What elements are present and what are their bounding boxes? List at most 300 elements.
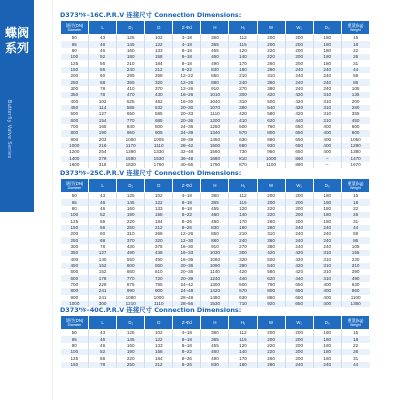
table-cell: 240 bbox=[285, 86, 313, 92]
table-cell: 16–30 bbox=[173, 244, 201, 250]
column-header-label: H bbox=[213, 320, 217, 325]
table-cell: 500 bbox=[257, 256, 285, 262]
table-cell: 800 bbox=[61, 288, 89, 294]
table-cell: 155 bbox=[341, 250, 369, 256]
table-cell: 400 bbox=[313, 137, 341, 143]
column-header-z bbox=[173, 179, 201, 193]
column-header-label: W bbox=[269, 25, 274, 30]
table-cell: 620 bbox=[257, 117, 285, 123]
table-cell: 460 bbox=[201, 54, 229, 60]
table-cell: 875 bbox=[117, 282, 145, 288]
table-cell: 280 bbox=[257, 67, 285, 73]
table-cell: 52 bbox=[89, 212, 117, 218]
column-header-label: H bbox=[213, 25, 217, 30]
table-cell: 12–26 bbox=[173, 86, 201, 92]
table-cell: 112 bbox=[229, 330, 257, 337]
table-cell: 1040 bbox=[201, 98, 229, 104]
table-cell: 28–56 bbox=[173, 301, 201, 307]
table-cell: 50 bbox=[71, 35, 77, 41]
table-cell: 240 bbox=[313, 67, 341, 73]
table-cell: 15 bbox=[341, 35, 369, 42]
table-cell: 420 bbox=[285, 98, 313, 104]
table-cell: 850 bbox=[201, 73, 229, 79]
table-cell: 550 bbox=[145, 263, 173, 269]
table-cell: 115 bbox=[229, 41, 257, 47]
table-cell: 180 bbox=[313, 35, 341, 42]
column-header-dn bbox=[61, 316, 89, 330]
table-cell: 122 bbox=[145, 41, 173, 47]
table-cell: 585 bbox=[117, 105, 145, 111]
column-header-h bbox=[201, 316, 229, 330]
table-cell: 830 bbox=[201, 362, 229, 368]
table-cell: 500 bbox=[70, 111, 79, 117]
table-cell: 1560 bbox=[201, 149, 229, 155]
column-header-weight bbox=[341, 21, 369, 35]
column-header-label: D₁ bbox=[128, 25, 133, 30]
table-cell: 350 bbox=[61, 250, 89, 256]
table-cell: 200 bbox=[285, 218, 313, 224]
table-cell: 200 bbox=[285, 60, 313, 66]
column-header-sublabel: Diameter bbox=[67, 27, 82, 32]
table-cell: 240 bbox=[313, 244, 341, 250]
table-cell: 56 bbox=[89, 218, 117, 224]
table-cell: 279 bbox=[89, 156, 117, 162]
section-16c bbox=[60, 10, 370, 168]
table-cell: 380 bbox=[257, 86, 285, 92]
column-header-z bbox=[173, 316, 201, 330]
table-cell: 350 bbox=[61, 92, 89, 98]
table-cell: 310 bbox=[313, 263, 341, 269]
table-cell: 400 bbox=[313, 282, 341, 288]
table-cell: 455 bbox=[201, 48, 229, 54]
table-cell: 8–18 bbox=[173, 199, 201, 205]
table-cell: 26 bbox=[341, 54, 369, 60]
table-cell: 24–42 bbox=[173, 282, 201, 288]
table-cell: 190 bbox=[117, 349, 145, 355]
table-cell: 203 bbox=[89, 137, 117, 143]
table-cell: 122 bbox=[145, 199, 173, 205]
column-header-w bbox=[257, 316, 285, 330]
table-cell: 660 bbox=[117, 269, 145, 275]
table-cell: 8–22 bbox=[173, 67, 201, 73]
table-cell: 268 bbox=[145, 231, 173, 237]
column-header-d0 bbox=[313, 21, 341, 35]
table-cell: 240 bbox=[313, 362, 341, 368]
column-header-label: L bbox=[101, 25, 104, 30]
table-cell: 240 bbox=[285, 362, 313, 368]
table-cell: 240 bbox=[285, 231, 313, 237]
column-header-sublabel: Weight bbox=[350, 27, 361, 32]
dimensions-table bbox=[60, 315, 370, 368]
table-cell: 1050 bbox=[341, 137, 369, 143]
series-label-en: Butterfly Valve Series bbox=[6, 100, 12, 159]
table-cell: 200 bbox=[257, 193, 285, 200]
table-cell: 180 bbox=[313, 206, 341, 212]
column-header-w bbox=[257, 21, 285, 35]
table-cell: 46 bbox=[89, 206, 117, 212]
table-cell: 8–18 bbox=[173, 60, 201, 66]
table-cell: 1290 bbox=[341, 143, 369, 149]
table-cell: 43 bbox=[89, 193, 117, 200]
table-cell: 1200 bbox=[69, 149, 80, 155]
table-cell: 460 bbox=[201, 349, 229, 355]
table-cell: 490 bbox=[341, 275, 369, 281]
table-cell: 52 bbox=[89, 54, 117, 60]
table-cell: 800 bbox=[257, 130, 285, 136]
table-cell: 200 bbox=[341, 98, 369, 104]
table-body bbox=[61, 193, 370, 308]
table-cell: 920 bbox=[257, 301, 285, 307]
table-cell: 420 bbox=[285, 250, 313, 256]
table-cell: 770 bbox=[117, 117, 145, 123]
table-cell: 760 bbox=[257, 124, 285, 130]
table-cell: 910 bbox=[201, 86, 229, 92]
table-cell: 115 bbox=[229, 199, 257, 205]
column-header-h1 bbox=[229, 179, 257, 193]
table-cell: 200 bbox=[285, 330, 313, 337]
table-cell: 112 bbox=[229, 35, 257, 42]
table-cell: 630 bbox=[229, 137, 257, 143]
table-cell: 133 bbox=[145, 343, 173, 349]
table-cell: 125 bbox=[70, 355, 79, 361]
table-cell: 310 bbox=[313, 275, 341, 281]
table-cell: 200 bbox=[285, 35, 313, 42]
table-cell: 400 bbox=[313, 143, 341, 149]
table-cell: 630 bbox=[229, 295, 257, 301]
column-header-label: W₁ bbox=[296, 320, 302, 325]
table-cell: 300 bbox=[89, 301, 117, 307]
table-cell: 16–33 bbox=[173, 250, 201, 256]
section-title: D373ᴴ⁄ꜰ–25C.P.R.V 连接尺寸 Connection Dimensions: bbox=[60, 169, 242, 177]
column-header-label: 通径(DN) bbox=[65, 22, 84, 28]
table-row bbox=[61, 193, 370, 200]
column-header-label: D₀ bbox=[324, 183, 330, 188]
table-cell: 210 bbox=[229, 231, 257, 237]
table-cell: 180 bbox=[313, 330, 341, 337]
table-cell: 80 bbox=[71, 205, 77, 211]
column-header-label: H₁ bbox=[240, 320, 246, 325]
table-cell: 1100 bbox=[257, 162, 285, 168]
table-cell: 650 bbox=[117, 111, 145, 117]
table-cell: 1090 bbox=[117, 295, 145, 301]
table-cell: 180 bbox=[313, 336, 341, 342]
table-cell: 600 bbox=[341, 124, 369, 130]
table-cell: 310 bbox=[257, 231, 285, 237]
table-cell: 420 bbox=[285, 92, 313, 98]
table-cell: 450 bbox=[61, 263, 89, 269]
table-cell: 300 bbox=[70, 243, 79, 249]
table-cell: 105 bbox=[341, 244, 369, 250]
column-header-w1 bbox=[285, 316, 313, 330]
column-header-label: Z-Φd bbox=[181, 183, 192, 188]
table-cell: 650 bbox=[285, 124, 313, 130]
table-cell: 240 bbox=[313, 73, 341, 79]
table-cell: 150 bbox=[61, 67, 89, 73]
table-cell: 355 bbox=[341, 111, 369, 117]
table-cell: 28–39 bbox=[173, 137, 201, 143]
table-cell: 320 bbox=[145, 237, 173, 243]
table-cell: 200 bbox=[285, 41, 313, 47]
table-cell: 125 bbox=[70, 218, 79, 224]
table-cell: 1530 bbox=[145, 156, 173, 162]
table-cell: 268 bbox=[145, 73, 173, 79]
column-header-label: W bbox=[269, 183, 274, 188]
table-cell: 1170 bbox=[117, 143, 145, 149]
table-cell: 500 bbox=[229, 282, 257, 288]
table-cell: 190 bbox=[117, 212, 145, 218]
table-cell: 550 bbox=[117, 256, 145, 262]
column-header-z bbox=[173, 21, 201, 35]
table-cell: 1820 bbox=[117, 162, 145, 168]
table-cell: 8–18 bbox=[173, 336, 201, 342]
table-cell: 1790 bbox=[201, 162, 229, 168]
table-cell: 28–48 bbox=[173, 295, 201, 301]
table-cell: 8–26 bbox=[173, 355, 201, 361]
table-cell: 200 bbox=[285, 212, 313, 218]
table-cell: 800 bbox=[341, 130, 369, 136]
table-cell: 390 bbox=[341, 269, 369, 275]
table-cell: 8–18 bbox=[173, 48, 201, 54]
table-cell: 46 bbox=[89, 48, 117, 54]
table-cell: 8–18 bbox=[173, 343, 201, 349]
table-cell: 180 bbox=[117, 54, 145, 60]
table-cell: 610 bbox=[145, 269, 173, 275]
dimensions-table bbox=[60, 20, 370, 168]
table-cell: 240 bbox=[117, 67, 145, 73]
table-cell: 200 bbox=[285, 349, 313, 355]
table-cell: – bbox=[313, 156, 341, 162]
table-cell: 1250 bbox=[201, 124, 229, 130]
table-cell: 180 bbox=[313, 54, 341, 60]
table-cell: 80 bbox=[71, 47, 77, 53]
table-cell: 600 bbox=[117, 263, 145, 269]
page-divider bbox=[52, 0, 53, 400]
table-cell: 880 bbox=[201, 79, 229, 85]
table-cell: 180 bbox=[313, 343, 341, 349]
table-cell: 800 bbox=[61, 130, 89, 136]
table-cell: 650 bbox=[285, 130, 313, 136]
table-body bbox=[61, 330, 370, 369]
table-cell: 184 bbox=[145, 218, 173, 224]
table-cell: 650 bbox=[285, 143, 313, 149]
table-cell: 525 bbox=[117, 98, 145, 104]
column-header-label: D bbox=[157, 25, 161, 30]
table-cell: 1030 bbox=[201, 250, 229, 256]
column-header-h1 bbox=[229, 21, 257, 35]
table-cell: 1110 bbox=[145, 143, 173, 149]
table-cell: 950 bbox=[117, 130, 145, 136]
table-cell: 1100 bbox=[341, 295, 369, 301]
table-cell: 100 bbox=[61, 54, 89, 60]
column-header-w1 bbox=[285, 179, 313, 193]
table-cell: 125 bbox=[117, 193, 145, 200]
table-cell: 46 bbox=[89, 199, 117, 205]
table-cell: 16–30 bbox=[173, 98, 201, 104]
table-cell: 1000 bbox=[257, 156, 285, 162]
table-cell: 86 bbox=[341, 79, 369, 85]
table-row bbox=[61, 35, 370, 42]
table-cell: 24–36 bbox=[173, 124, 201, 130]
table-cell: 1360 bbox=[341, 301, 369, 307]
column-header-label: H₁ bbox=[240, 183, 246, 188]
column-header-label: L bbox=[101, 183, 104, 188]
table-cell: 31 bbox=[341, 218, 369, 224]
column-header-label: 通径(DN) bbox=[65, 180, 84, 186]
table-cell: 32–48 bbox=[173, 149, 201, 155]
table-cell: 1110 bbox=[201, 111, 229, 117]
table-cell: 400 bbox=[313, 130, 341, 136]
table-cell: 200 bbox=[257, 330, 285, 337]
table-cell: 720 bbox=[145, 275, 173, 281]
table-cell: 78 bbox=[89, 362, 117, 368]
table-cell: 46 bbox=[89, 336, 117, 342]
table-cell: 170 bbox=[229, 60, 257, 66]
table-cell: 254 bbox=[89, 149, 117, 155]
table-cell: 43 bbox=[89, 35, 117, 42]
table-cell: 241 bbox=[89, 295, 117, 301]
table-cell: 650 bbox=[285, 282, 313, 288]
table-cell: 40–56 bbox=[173, 162, 201, 168]
column-header-label: W₁ bbox=[296, 183, 302, 188]
table-cell: 630 bbox=[341, 282, 369, 288]
table-cell: 420 bbox=[285, 269, 313, 275]
table-cell: 20–36 bbox=[173, 269, 201, 275]
table-cell: 4–18 bbox=[173, 35, 201, 42]
table-cell: 420 bbox=[285, 263, 313, 269]
table-cell: 18 bbox=[341, 41, 369, 47]
table-cell: 365 bbox=[201, 199, 229, 205]
table-cell: 18 bbox=[341, 199, 369, 205]
table-cell: 1200 bbox=[201, 117, 229, 123]
column-header-h bbox=[201, 179, 229, 193]
table-cell: 102 bbox=[89, 98, 117, 104]
table-cell: 310 bbox=[313, 269, 341, 275]
table-cell: 190 bbox=[89, 130, 117, 136]
table-cell: 490 bbox=[201, 355, 229, 361]
table-cell: 200 bbox=[70, 231, 79, 237]
table-cell: 250 bbox=[61, 237, 89, 243]
table-cell: 180 bbox=[313, 218, 341, 224]
table-cell: 180 bbox=[229, 225, 257, 231]
table-cell: 100 bbox=[61, 349, 89, 355]
table-cell: 26 bbox=[341, 212, 369, 218]
table-cell: 260 bbox=[257, 60, 285, 66]
table-cell: 200 bbox=[285, 193, 313, 200]
table-cell: 4–18 bbox=[173, 330, 201, 337]
table-cell: 295 bbox=[117, 73, 145, 79]
table-cell: 44 bbox=[341, 362, 369, 368]
table-cell: 12–22 bbox=[173, 73, 201, 79]
table-cell: 12–30 bbox=[173, 237, 201, 243]
table-cell: 240 bbox=[313, 86, 341, 92]
table-cell: 260 bbox=[257, 218, 285, 224]
table-cell: 320 bbox=[229, 256, 257, 262]
table-cell: 16–26 bbox=[173, 92, 201, 98]
table-cell: 1070 bbox=[201, 105, 229, 111]
column-header-label: H₁ bbox=[240, 25, 246, 30]
table-cell: 24–48 bbox=[173, 288, 201, 294]
table-cell: 78 bbox=[89, 86, 117, 92]
table-cell: 8–26 bbox=[173, 225, 201, 231]
table-cell: 410 bbox=[229, 117, 257, 123]
table-cell: 1760 bbox=[145, 162, 173, 168]
table-body bbox=[61, 35, 370, 169]
table-cell: 68 bbox=[89, 79, 117, 85]
section-title: D373ᴴ⁄ꜰ–40C.P.R.V 连接尺寸 Connection Dimensions: bbox=[60, 306, 242, 314]
table-cell: 165 bbox=[89, 124, 117, 130]
table-cell: 460 bbox=[201, 212, 229, 218]
table-cell: 145 bbox=[117, 199, 145, 205]
table-cell: 200 bbox=[285, 48, 313, 54]
table-cell: 250 bbox=[61, 79, 89, 85]
table-cell: 760 bbox=[257, 282, 285, 288]
column-header-label: 重量(kg) bbox=[347, 317, 364, 323]
column-header-label: D₀ bbox=[324, 25, 330, 30]
table-cell: 212 bbox=[145, 225, 173, 231]
table-cell: 240 bbox=[285, 225, 313, 231]
table-cell: 16–36 bbox=[173, 256, 201, 262]
table-cell: 133 bbox=[145, 206, 173, 212]
table-cell: 1140 bbox=[201, 269, 229, 275]
table-cell: 180 bbox=[229, 362, 257, 368]
table-cell: 127 bbox=[89, 111, 117, 117]
table-cell: 700 bbox=[70, 123, 79, 129]
table-cell: 68 bbox=[89, 237, 117, 243]
table-cell: 150 bbox=[61, 225, 89, 231]
table-cell: 140 bbox=[229, 349, 257, 355]
table-cell: 140 bbox=[89, 256, 117, 262]
table-cell: 160 bbox=[117, 48, 145, 54]
column-header-weight bbox=[341, 179, 369, 193]
table-cell: 20–39 bbox=[173, 275, 201, 281]
table-cell: 570 bbox=[229, 130, 257, 136]
column-header-label: W₁ bbox=[296, 25, 302, 30]
table-cell: 220 bbox=[257, 343, 285, 349]
table-cell: 4–18 bbox=[173, 41, 201, 47]
table-cell: 65 bbox=[61, 336, 89, 342]
table-cell: 280 bbox=[257, 362, 285, 368]
table-cell: 440 bbox=[229, 275, 257, 281]
table-cell: 800 bbox=[257, 288, 285, 294]
table-cell: 310 bbox=[313, 117, 341, 123]
table-cell: 470 bbox=[117, 92, 145, 98]
table-cell: 420 bbox=[285, 111, 313, 117]
table-cell: 8–26 bbox=[173, 362, 201, 368]
table-cell: 22 bbox=[341, 206, 369, 212]
series-side-tab bbox=[0, 0, 34, 212]
table-cell: 229 bbox=[89, 282, 117, 288]
table-cell: 216 bbox=[89, 143, 117, 149]
table-cell: – bbox=[313, 162, 341, 168]
table-cell: 810 bbox=[229, 156, 257, 162]
table-cell: 310 bbox=[313, 250, 341, 256]
column-header-label: H bbox=[213, 183, 217, 188]
table-cell: 300 bbox=[229, 250, 257, 256]
table-cell: 650 bbox=[285, 295, 313, 301]
table-cell: 100 bbox=[61, 212, 89, 218]
table-cell: 490 bbox=[117, 250, 145, 256]
table-cell: 59 bbox=[341, 231, 369, 237]
table-cell: 105 bbox=[341, 86, 369, 92]
column-header-sublabel: Diameter bbox=[67, 185, 82, 190]
table-cell: 390 bbox=[229, 105, 257, 111]
table-cell: 1600 bbox=[69, 162, 80, 168]
table-cell: 140 bbox=[229, 54, 257, 60]
table-cell: 600 bbox=[61, 117, 89, 123]
table-cell: 20–36 bbox=[173, 263, 201, 269]
table-cell: 365 bbox=[201, 336, 229, 342]
table-cell: 8–26 bbox=[173, 218, 201, 224]
